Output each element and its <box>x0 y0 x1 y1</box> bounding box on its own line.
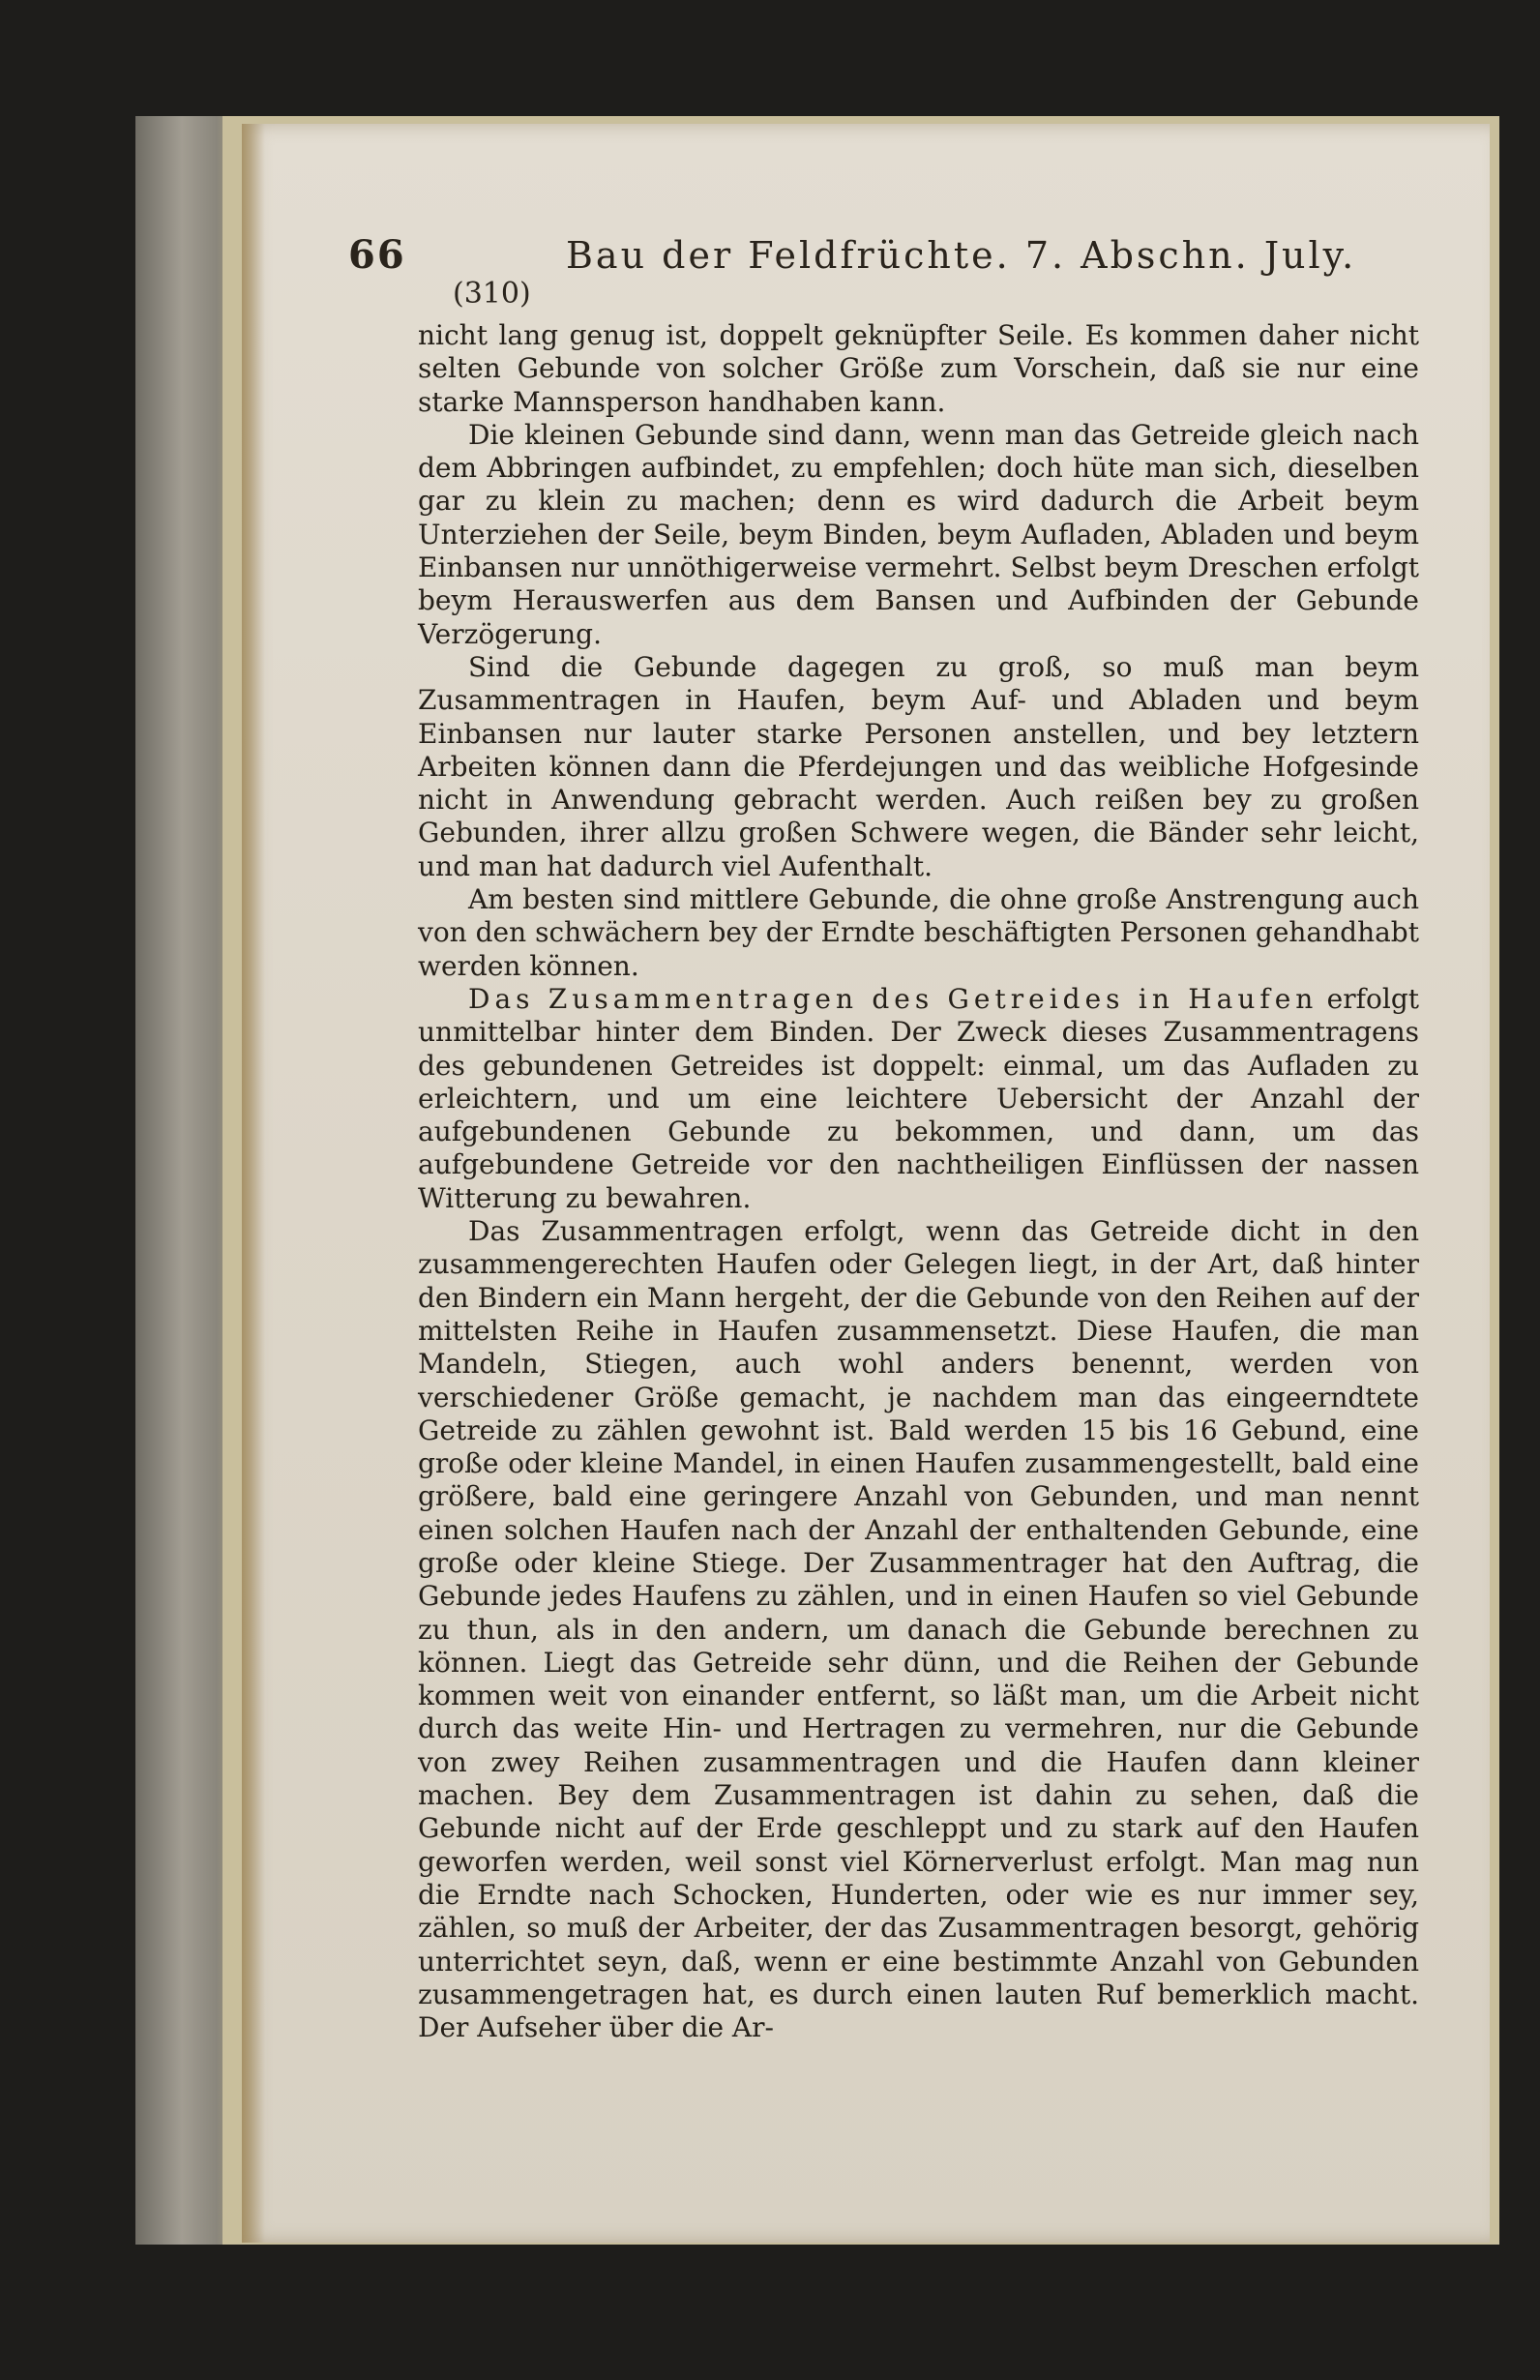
section-number: (310) <box>453 277 531 311</box>
gutter-shadow <box>242 124 265 2243</box>
running-head: Bau der Feldfrüchte. 7. Abschn. July. <box>566 234 1357 277</box>
body-text <box>418 319 1419 2044</box>
paragraph-5-heading: Das Zusammentragen des Getreides in Haufen <box>468 982 1318 1015</box>
paragraph-6: Das Zusammentragen erfolgt, wenn das Getreide dicht in den zusammengerechten Haufen oder Gelegen liegt, in der Art, daß hinter den Bindern ein Mann hergeht, der die Gebunde von den Reihen auf der mittelsten Reihe in Haufen zusammensetzt. Diese Haufen, die man Mandeln, Stiegen, auch wohl anders benennt, werden von verschiedener Größe gemacht, je nachdem man das eingeerndtete Getreide zu zählen gewohnt ist. Bald werden 15 bis 16 Gebund, eine große oder kleine Mandel, in einen Haufen zusammengestellt, bald eine größere, bald eine geringere Anzahl von Gebunden, und man nennt einen solchen Haufen nach der Anzahl der enthaltenden Gebunde, eine große oder kleine Stiege. Der Zusammentrager hat den Auftrag, die Gebunde jedes Haufens zu zählen, und in einen Haufen so viel Gebunde zu thun, als in den andern, um danach die Gebunde berechnen zu können. Liegt das Getreide sehr dünn, und die Reihen der Gebunde kommen weit von einander entfernt, so läßt man, um die Arbeit nicht durch das weite Hin- und Hertragen zu vermehren, nur die Gebunde von zwey Reihen zusammentragen und die Haufen dann kleiner machen. Bey dem Zusammentragen ist dahin zu sehen, daß die Gebunde nicht auf der Erde geschleppt und zu stark auf den Haufen geworfen werden, weil sonst viel Körnerverlust erfolgt. Man mag nun die Erndte nach Schocken, Hunderten, oder wie es nur immer sey, zählen, so muß der Arbeiter, der das Zusammentragen besorgt, gehörig unterrichtet seyn, daß, wenn er eine bestimmte Anzahl von Gebunden zusammengetragen hat, es durch einen lauten Ruf bemerklich macht. Der Aufseher über die Ar- <box>418 1215 1419 2044</box>
paragraph-1: nicht lang genug ist, doppelt geknüpfter Seile. Es kommen daher nicht selten Gebunde von solcher Größe zum Vorschein, daß sie nur eine starke Mannsperson handhaben kann. <box>418 319 1419 418</box>
page-header <box>348 232 1422 311</box>
paragraph-3: Sind die Gebunde dagegen zu groß, so muß man beym Zusammentragen in Haufen, beym Auf- und Abladen und beym Einbansen nur lauter starke Personen anstellen, und bey letztern Arbeiten können dann die Pferdejungen und das weibliche Hofgesinde nicht in Anwendung gebracht werden. Auch reißen bey zu großen Gebunden, ihrer allzu großen Schwere wegen, die Bänder sehr leicht, und man hat dadurch viel Aufenthalt. <box>418 650 1419 882</box>
page-number: 66 <box>348 232 406 278</box>
paragraph-2: Die kleinen Gebunde sind dann, wenn man das Getreide gleich nach dem Abbringen aufbindet, zu empfehlen; doch hüte man sich, dieselben gar zu klein zu machen; denn es wird dadurch die Arbeit beym Unterziehen der Seile, beym Binden, beym Aufladen, Abladen und beym Einbansen nur unnöthigerweise vermehrt. Selbst beym Dreschen erfolgt beym Herauswerfen aus dem Bansen und Aufbinden der Gebunde Verzögerung. <box>418 418 1419 650</box>
paragraph-5 <box>418 983 1419 1215</box>
paragraph-4: Am besten sind mittlere Gebunde, die ohne große Anstrengung auch von den schwächern bey der Erndte beschäftigten Personen gehandhabt werden können. <box>418 883 1419 982</box>
paragraph-5-text: erfolgt unmittelbar hinter dem Binden. Der Zweck dieses Zusammentragens des gebundenen Getreides ist doppelt: einmal, um das Aufladen zu erleichtern, und um eine leichtere Uebersicht der Anzahl der aufgebundenen Gebunde zu bekommen, und dann, um das aufgebundene Getreide vor den nachtheiligen Einflüssen der nassen Witterung zu bewahren. <box>418 982 1419 1214</box>
